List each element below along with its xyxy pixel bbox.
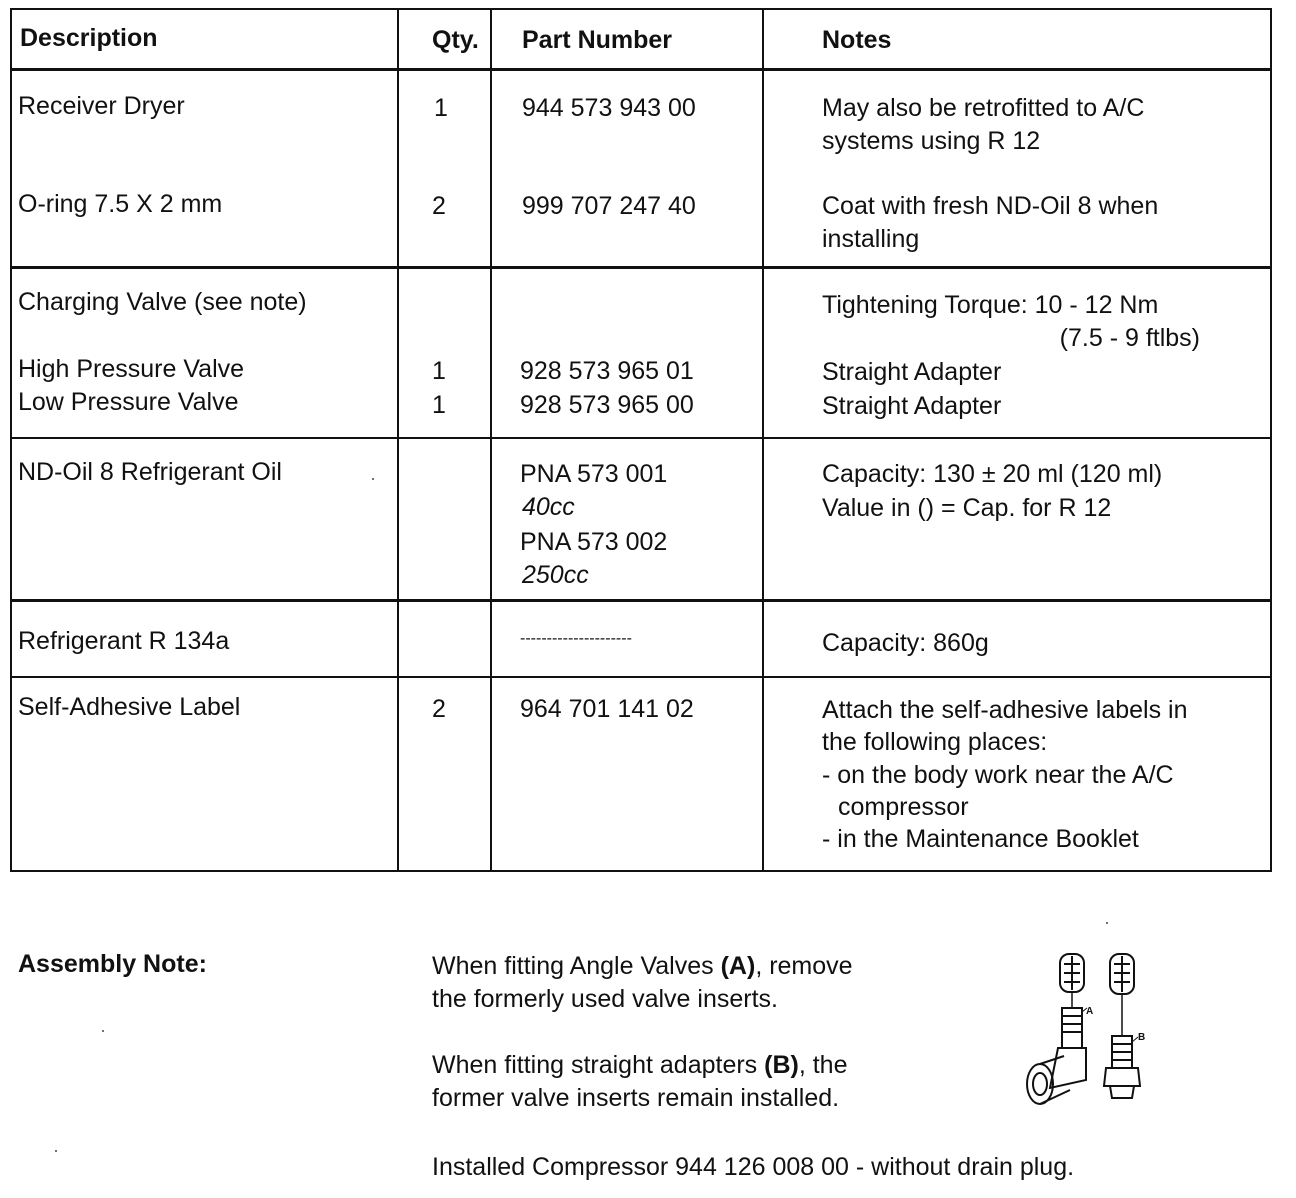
part-refrigerant: ---------------------	[520, 630, 632, 647]
row-divider	[12, 599, 1270, 602]
qty-o-ring: 2	[432, 192, 446, 220]
cap-b-icon	[1110, 954, 1134, 994]
valve-illustration	[1020, 948, 1180, 1118]
para1-text-end: , remove	[755, 952, 853, 980]
scan-speck	[372, 478, 374, 480]
notes-label-5: - in the Maintenance Booklet	[822, 825, 1139, 853]
row-divider	[12, 266, 1270, 269]
qty-label: 2	[432, 695, 446, 723]
notes-o-ring-1: Coat with fresh ND-Oil 8 when	[822, 192, 1159, 220]
cap-a-icon	[1060, 954, 1084, 992]
assembly-note-para1-line1	[432, 950, 853, 983]
parts-table	[10, 8, 1272, 872]
part-o-ring: 999 707 247 40	[522, 192, 696, 220]
header-description: Description	[20, 24, 158, 52]
row-divider	[12, 676, 1270, 678]
assembly-note-para2-line1	[432, 1049, 848, 1082]
part-nd-oil-1: PNA 573 001	[520, 460, 668, 488]
description-low-pressure-valve: Low Pressure Valve	[18, 388, 239, 416]
scan-speck	[102, 1030, 104, 1032]
part-nd-oil-2: PNA 573 002	[520, 528, 668, 556]
para2-text: When fitting straight adapters	[432, 1051, 765, 1079]
header-part-number: Part Number	[522, 26, 673, 54]
qty-low-pressure-valve: 1	[432, 391, 446, 419]
assembly-note-compressor: Installed Compressor 944 126 008 00 - without drain plug.	[432, 1153, 1075, 1181]
notes-label-3: - on the body work near the A/C	[822, 761, 1174, 789]
description-high-pressure-valve: High Pressure Valve	[18, 355, 245, 383]
assembly-note-para2-line2: former valve inserts remain installed.	[432, 1084, 840, 1112]
notes-charging-valve-1: Tightening Torque: 10 - 12 Nm	[822, 291, 1159, 319]
notes-label-1: Attach the self-adhesive labels in	[822, 696, 1188, 724]
column-divider	[490, 10, 492, 870]
notes-nd-oil-2: Value in () = Cap. for R 12	[822, 494, 1112, 522]
row-divider	[12, 437, 1270, 439]
notes-nd-oil-1: Capacity: 130 ± 20 ml (120 ml)	[822, 460, 1163, 488]
notes-receiver-dryer-2: systems using R 12	[822, 127, 1041, 155]
label-a: A	[1086, 1006, 1094, 1017]
description-nd-oil: ND-Oil 8 Refrigerant Oil	[18, 458, 282, 486]
column-divider	[397, 10, 399, 870]
qty-high-pressure-valve: 1	[432, 357, 446, 385]
scan-speck	[55, 1150, 57, 1152]
notes-label-2: the following places:	[822, 728, 1048, 756]
part-label: 964 701 141 02	[520, 695, 694, 723]
para2-text-end: , the	[798, 1051, 848, 1079]
description-charging-valve: Charging Valve (see note)	[18, 288, 307, 316]
assembly-note-para1-line2: the formerly used valve inserts.	[432, 985, 778, 1013]
notes-charging-valve-2: (7.5 - 9 ftlbs)	[1059, 324, 1200, 352]
straight-adapter-icon	[1104, 1036, 1140, 1098]
part-high-pressure-valve: 928 573 965 01	[520, 357, 694, 385]
angle-valve-label: (A)	[720, 952, 756, 980]
part-nd-oil-size-1: 40cc	[522, 493, 575, 521]
part-receiver-dryer: 944 573 943 00	[522, 94, 696, 122]
description-refrigerant: Refrigerant R 134a	[18, 627, 230, 655]
header-notes: Notes	[822, 26, 892, 54]
para1-text: When fitting Angle Valves	[432, 952, 721, 980]
notes-receiver-dryer-1: May also be retrofitted to A/C	[822, 94, 1145, 122]
header-divider	[12, 68, 1270, 71]
notes-o-ring-2: installing	[822, 225, 920, 253]
label-b: B	[1138, 1032, 1146, 1043]
straight-adapter-label: (B)	[764, 1051, 799, 1079]
part-low-pressure-valve: 928 573 965 00	[520, 391, 694, 419]
notes-refrigerant: Capacity: 860g	[822, 629, 989, 657]
angle-valve-icon	[1027, 1008, 1086, 1104]
header-qty: Qty.	[432, 26, 479, 54]
description-receiver-dryer: Receiver Dryer	[18, 92, 185, 120]
column-divider	[762, 10, 764, 870]
notes-low-pressure-valve: Straight Adapter	[822, 392, 1002, 420]
notes-label-4: compressor	[838, 793, 969, 821]
part-nd-oil-size-2: 250cc	[522, 561, 589, 589]
description-o-ring: O-ring 7.5 X 2 mm	[18, 190, 223, 218]
qty-receiver-dryer: 1	[434, 94, 448, 122]
description-label: Self-Adhesive Label	[18, 693, 241, 721]
notes-high-pressure-valve: Straight Adapter	[822, 358, 1002, 386]
scan-speck	[1106, 922, 1108, 924]
assembly-note-title: Assembly Note:	[18, 950, 207, 978]
